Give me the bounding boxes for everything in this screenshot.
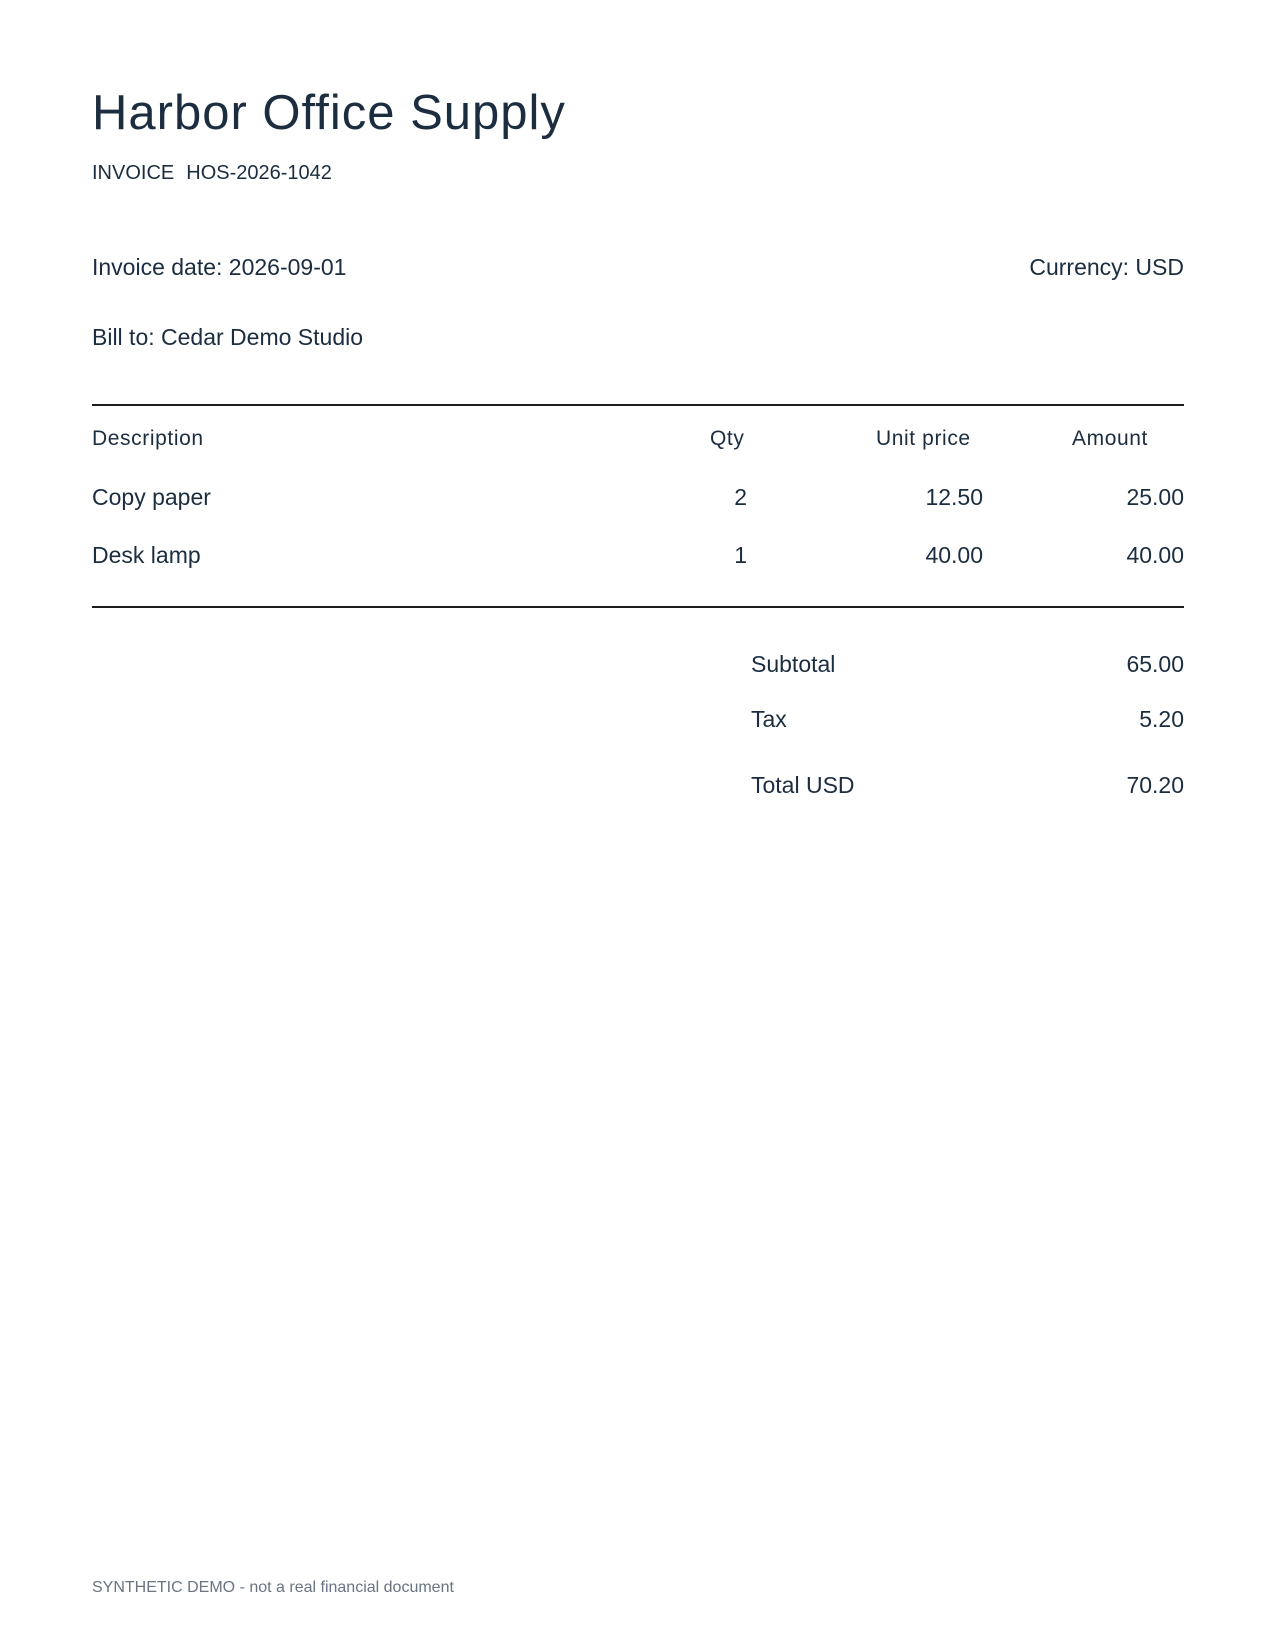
tax-label: Tax	[751, 706, 787, 732]
currency: Currency: USD	[1029, 254, 1184, 280]
invoice-number: HOS-2026-1042	[186, 162, 332, 184]
line-item-unit-price: 40.00	[925, 542, 983, 568]
invoice-heading	[92, 163, 332, 183]
subtotal-label: Subtotal	[751, 651, 836, 677]
column-header-amount: Amount	[1072, 427, 1148, 450]
synthetic-demo-note: SYNTHETIC DEMO - not a real financial document	[92, 1579, 454, 1596]
document-type: INVOICE	[92, 162, 175, 184]
company-name: Harbor Office Supply	[92, 86, 566, 140]
line-item-amount: 40.00	[1126, 542, 1184, 568]
column-header-description: Description	[92, 427, 204, 450]
line-item-description: Desk lamp	[92, 542, 201, 568]
subtotal-value: 65.00	[1126, 651, 1184, 677]
line-item-amount: 25.00	[1126, 484, 1184, 510]
column-header-unit-price: Unit price	[876, 427, 971, 450]
line-item-description: Copy paper	[92, 484, 211, 510]
line-item-unit-price: 12.50	[925, 484, 983, 510]
table-bottom-divider	[92, 606, 1184, 608]
bill-to: Bill to: Cedar Demo Studio	[92, 324, 364, 350]
line-item-qty: 1	[734, 542, 747, 568]
total-value: 70.20	[1126, 772, 1184, 798]
table-top-divider	[92, 404, 1184, 406]
total-label: Total USD	[751, 772, 855, 798]
invoice-date: Invoice date: 2026-09-01	[92, 254, 347, 280]
column-header-qty: Qty	[710, 427, 745, 450]
line-item-qty: 2	[734, 484, 747, 510]
tax-value: 5.20	[1139, 706, 1184, 732]
